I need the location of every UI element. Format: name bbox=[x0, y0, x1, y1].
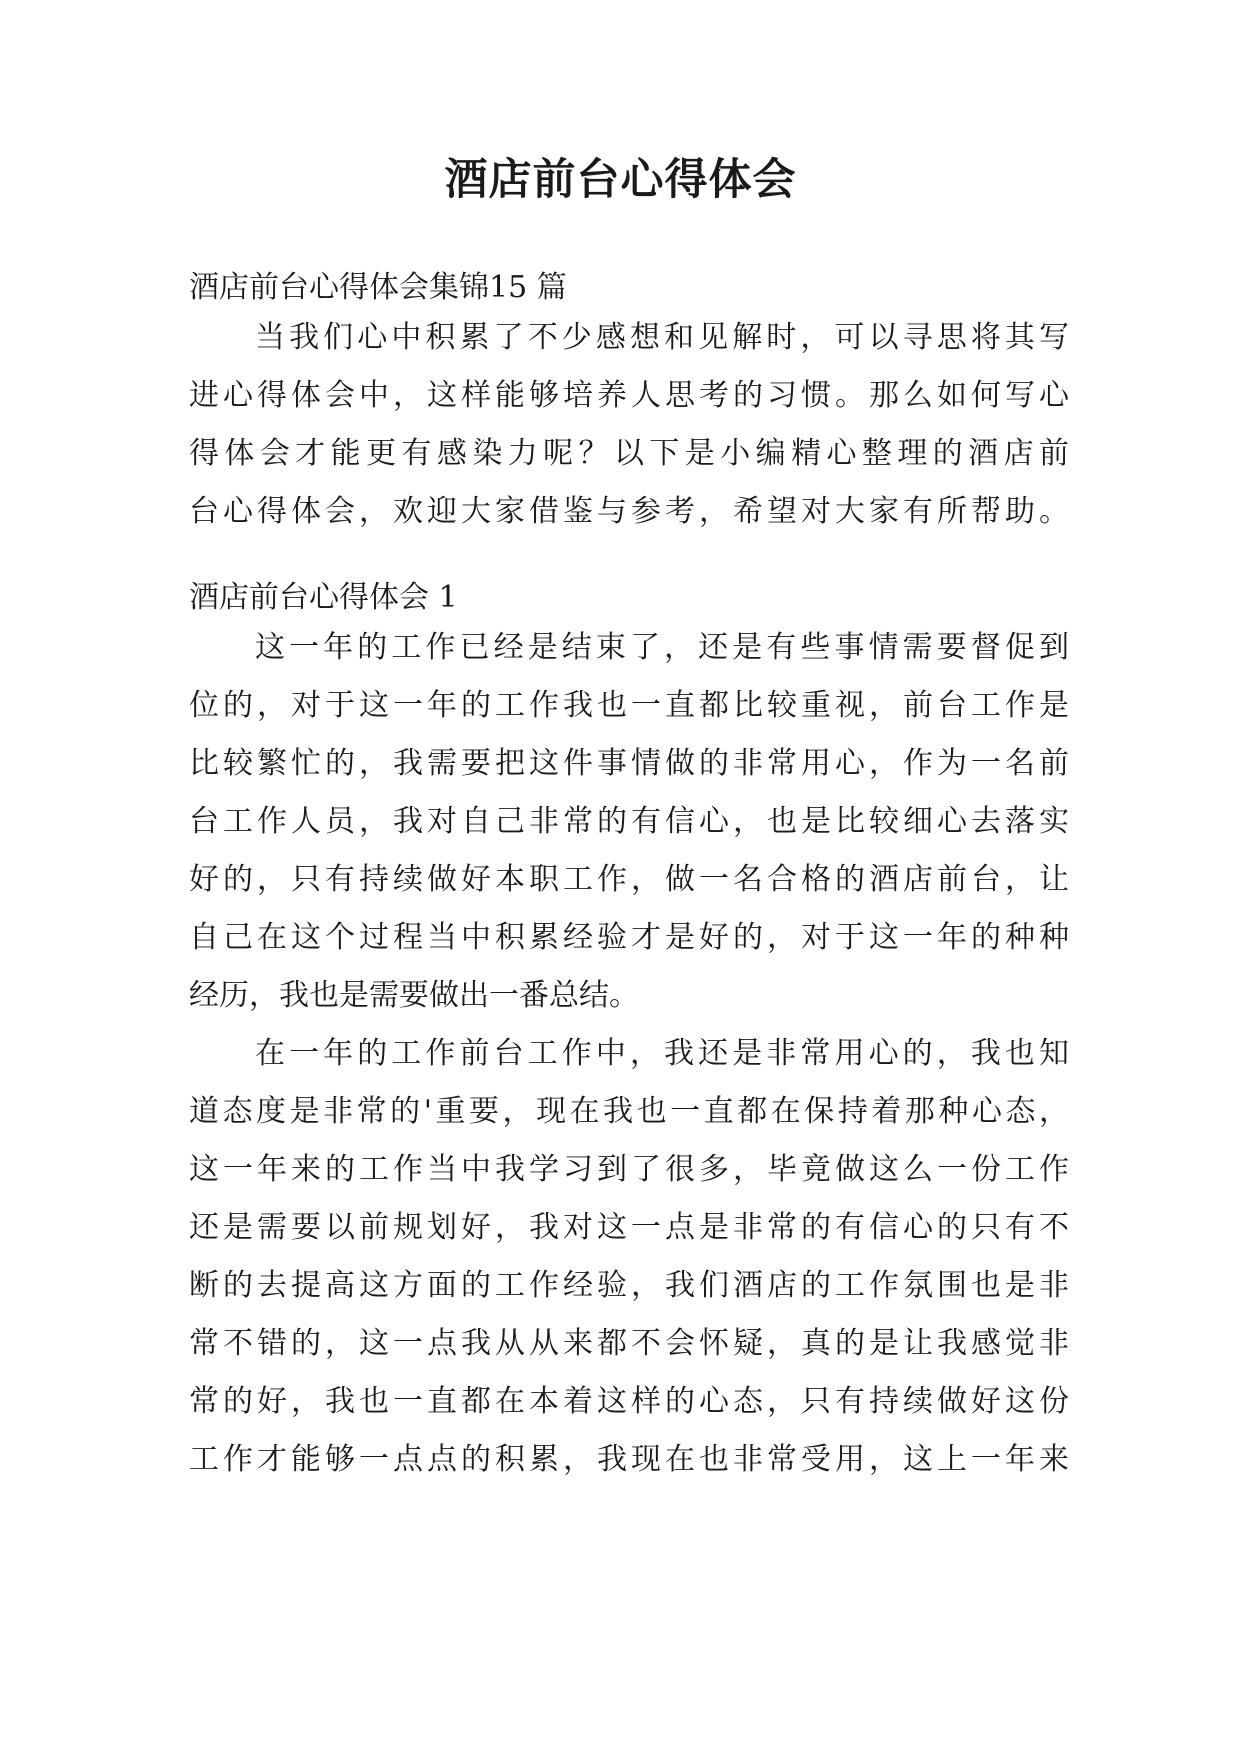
section1-paragraph-1 bbox=[189, 619, 1069, 1025]
paragraph-line: 常的好，我也一直都在本着这样的心态，只有持续做好这份 bbox=[189, 1384, 1069, 1419]
paragraph-line: 比较繁忙的，我需要把这件事情做的非常用心，作为一名前 bbox=[189, 746, 1069, 781]
collection-heading: 酒店前台心得体会集锦15 篇 bbox=[189, 270, 567, 305]
intro-line: 进心得体会中，这样能够培养人思考的习惯。那么如何写心 bbox=[189, 378, 1069, 413]
document-title: 酒店前台心得体会 bbox=[444, 155, 797, 205]
paragraph-line: 这一年来的工作当中我学习到了很多，毕竟做这么一份工作 bbox=[189, 1152, 1069, 1187]
intro-paragraph bbox=[189, 309, 1069, 541]
paragraph-line: 常不错的，这一点我从从来都不会怀疑，真的是让我感觉非 bbox=[189, 1326, 1069, 1361]
paragraph-line: 道态度是非常的'重要，现在我也一直都在保持着那种心态， bbox=[189, 1094, 1069, 1129]
paragraph-line: 这一年的工作已经是结束了，还是有些事情需要督促到 bbox=[255, 630, 1069, 665]
paragraph-line: 位的，对于这一年的工作我也一直都比较重视，前台工作是 bbox=[189, 688, 1069, 723]
intro-line: 得体会才能更有感染力呢？以下是小编精心整理的酒店前 bbox=[189, 436, 1069, 471]
paragraph-line: 断的去提高这方面的工作经验，我们酒店的工作氛围也是非 bbox=[189, 1268, 1069, 1303]
paragraph-line: 好的，只有持续做好本职工作，做一名合格的酒店前台，让 bbox=[189, 862, 1069, 897]
paragraph-line: 在一年的工作前台工作中，我还是非常用心的，我也知 bbox=[255, 1036, 1069, 1071]
intro-line: 台心得体会，欢迎大家借鉴与参考，希望对大家有所帮助。 bbox=[189, 494, 1069, 529]
paragraph-line: 自己在这个过程当中积累经验才是好的，对于这一年的种种 bbox=[189, 920, 1069, 955]
paragraph-line: 还是需要以前规划好，我对这一点是非常的有信心的只有不 bbox=[189, 1210, 1069, 1245]
section-heading: 酒店前台心得体会 1 bbox=[189, 580, 458, 615]
paragraph-line: 工作才能够一点点的积累，我现在也非常受用，这上一年来 bbox=[189, 1442, 1069, 1477]
paragraph-line: 台工作人员，我对自己非常的有信心，也是比较细心去落实 bbox=[189, 804, 1069, 839]
intro-line: 当我们心中积累了不少感想和见解时，可以寻思将其写 bbox=[255, 320, 1069, 355]
section1-paragraph-2 bbox=[189, 1025, 1069, 1489]
paragraph-line: 经历，我也是需要做出一番总结。 bbox=[189, 978, 639, 1013]
